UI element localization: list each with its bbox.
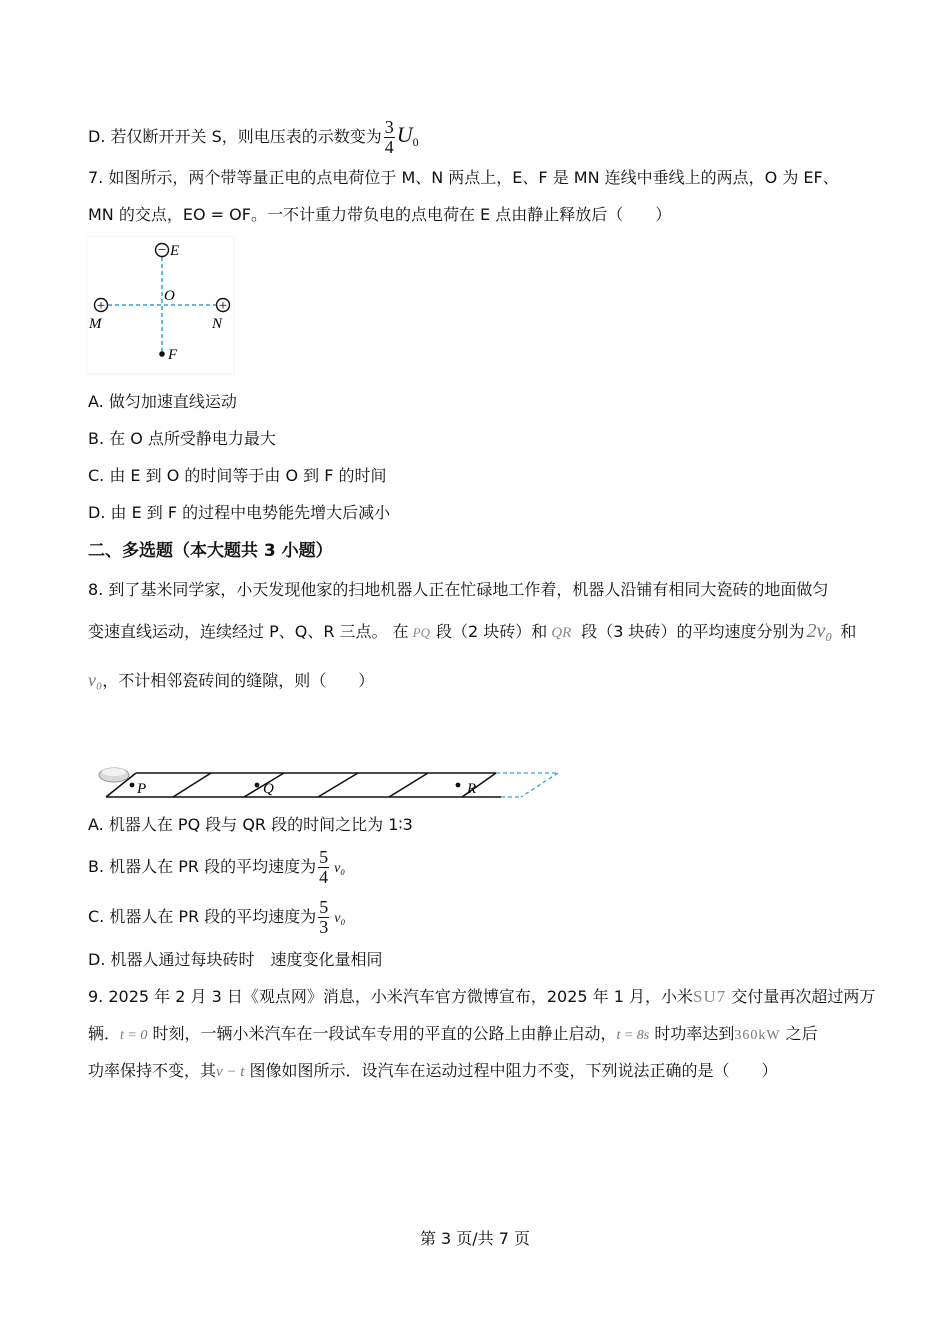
q7-stem-line-1: 7. 如图所示，两个带等量正电的点电荷位于 M、N 两点上，E、F 是 MN 连线中垂线上的两点，O 为 EF、 [88, 168, 839, 187]
q9-text-f: 之后 [780, 1024, 818, 1043]
label-o: O [164, 288, 175, 304]
q8-stem-line-3 [88, 668, 880, 693]
section-title-multiple-choice: 二、多选题（本大题共 3 小题） [88, 541, 333, 561]
label-p: P [137, 781, 147, 797]
q9-text-c: 辆． [88, 1024, 121, 1043]
fraction-denominator: 4 [319, 867, 329, 887]
q8-option-c-fraction [318, 898, 329, 937]
q8-option-b-fraction [318, 848, 329, 887]
q8-option-d: D. 机器人通过每块砖时 速度变化量相同 [88, 950, 383, 969]
q9-text-e: 时功率达到 [649, 1024, 735, 1043]
robot-vacuum-top [102, 768, 126, 776]
dashed-tile-side [521, 773, 558, 797]
q8-option-a: A. 机器人在 PQ 段与 QR 段的时间之比为 1∶3 [88, 815, 413, 834]
tile-divider-2 [173, 773, 211, 797]
q8-v0-image-text: v₀ [88, 670, 103, 690]
minus-sign: − [157, 242, 167, 259]
q7-stem-line-2: MN 的交点，EO = OF。一不计重力带负电的点电荷在 E 点由静止释放后（ ） [88, 205, 672, 224]
q9-vt-image-text: v − t [216, 1064, 245, 1080]
fraction-denominator: 4 [384, 137, 394, 157]
voltage-subscript: 0 [412, 135, 419, 150]
q6-option-d-text: D. 若仅断开开关 S，则电压表的示数变为 [88, 127, 382, 146]
q9-text-h: 图像如图所示．设汽车在运动过程中阻力不变，下列说法正确的是（ ） [244, 1061, 778, 1080]
q7-option-a: A. 做匀加速直线运动 [88, 392, 237, 411]
q8-stem-text-b: 段（2 块砖）和 [435, 622, 548, 641]
q9-line-2 [88, 1022, 880, 1048]
q9-power-image-text: 360kW [734, 1028, 781, 1043]
q8-qr-image-text: QR [551, 625, 572, 641]
q7-option-c: C. 由 E 到 O 的时间等于由 O 到 F 的时间 [88, 466, 387, 485]
label-f: F [168, 347, 178, 363]
q7-option-b: B. 在 O 点所受静电力最大 [88, 429, 276, 448]
fraction-numerator: 5 [319, 897, 329, 917]
q6-option-d-fraction [384, 118, 395, 157]
q8-stem-text-3: ，不计相邻瓷砖间的缝隙，则（ ） [102, 671, 375, 690]
label-n: N [212, 316, 223, 332]
q9-text-b: 交付量再次超过两万 [726, 987, 876, 1006]
q9-text-a: 9. 2025 年 2 月 3 日《观点网》消息，小米汽车官方微博宣布，2025 年 1 月，小米 [88, 987, 694, 1006]
label-e: E [170, 243, 180, 259]
tile-divider-5 [389, 773, 428, 797]
q8-pq-image-text: PQ [412, 625, 430, 640]
q8-option-c-unit: v₀ [334, 911, 346, 926]
q8-option-b-text: B. 机器人在 PR 段的平均速度为 [88, 857, 317, 876]
point-q [255, 783, 260, 788]
page-footer: 第 3 页/共 7 页 [419, 1229, 531, 1248]
q8-option-c [88, 898, 880, 937]
fraction-numerator: 3 [384, 117, 394, 137]
fraction-numerator: 5 [319, 847, 329, 867]
q8-tile-figure [96, 760, 566, 804]
q6-option-d [88, 118, 880, 157]
q9-text-d: 时刻，一辆小米汽车在一段试车专用的平直的公路上由静止启动， [147, 1024, 617, 1043]
q8-stem-text-a: 变速直线运动，连续经过 P、Q、R 三点。 在 [88, 622, 409, 641]
q9-t0-image-text: t = 0 [120, 1028, 148, 1043]
plus-sign-m: + [96, 298, 106, 314]
point-r [456, 783, 461, 788]
plus-sign-n: + [218, 298, 228, 314]
q7-option-d: D. 由 E 到 F 的过程中电势能先增大后减小 [88, 503, 391, 522]
voltage-symbol: U [396, 122, 413, 147]
q7-charge-figure [86, 236, 236, 376]
q9-line-1 [88, 985, 880, 1009]
q8-option-c-text: C. 机器人在 PR 段的平均速度为 [88, 907, 317, 926]
q8-option-b-unit: v₀ [334, 861, 346, 876]
q8-stem-line-2 [88, 619, 880, 645]
tile-divider-4 [318, 773, 358, 797]
fraction-denominator: 3 [319, 917, 329, 937]
q9-line-3 [88, 1059, 880, 1084]
q8-stem-text-c: 段（3 块砖）的平均速度分别为 [581, 622, 805, 641]
label-r: R [467, 781, 477, 797]
q8-stem-text-d: 和 [840, 622, 857, 641]
q8-option-b [88, 848, 880, 887]
point-p [130, 783, 135, 788]
q8-stem-line-1: 8. 到了基米同学家，小天发现他家的扫地机器人正在忙碌地工作着，机器人沿铺有相同大瓷砖的地面做匀 [88, 580, 829, 599]
point-f [159, 351, 165, 357]
label-m: M [89, 316, 102, 332]
q8-2v0-image-text: 2v₀ [806, 620, 833, 642]
label-q: Q [263, 781, 274, 797]
q9-text-g: 功率保持不变，其 [88, 1061, 217, 1080]
q9-su7-image-text: SU7 [693, 987, 727, 1006]
q9-t8-image-text: t = 8s [616, 1028, 650, 1043]
